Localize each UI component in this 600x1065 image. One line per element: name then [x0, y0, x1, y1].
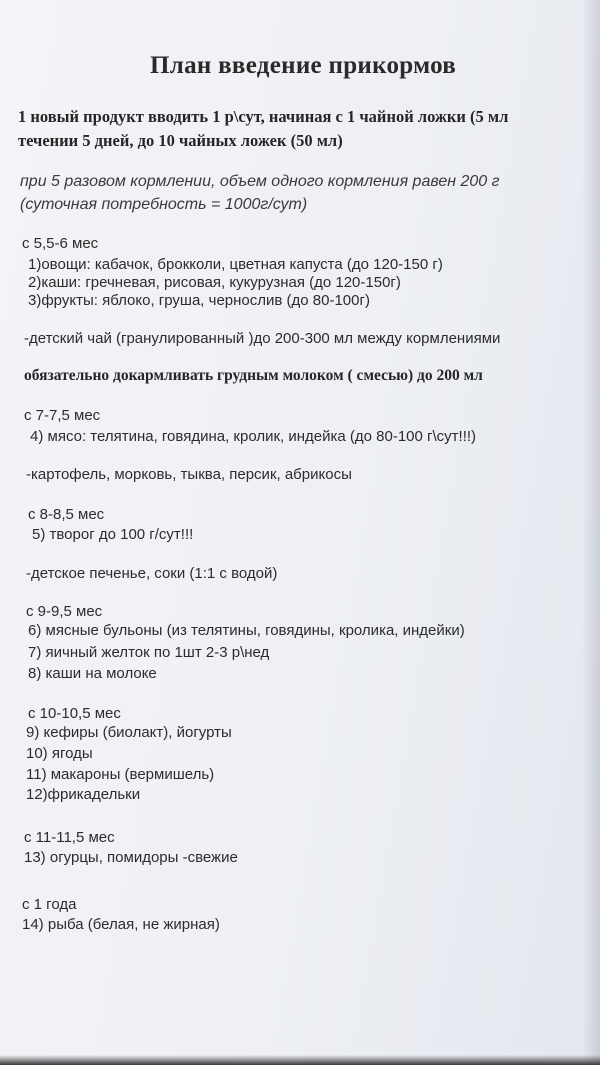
section-heading: с 11-11,5 мес: [24, 829, 115, 846]
section-heading: с 8-8,5 мес: [28, 506, 105, 523]
extra-line: -картофель, морковь, тыква, персик, абрикосы: [26, 466, 352, 483]
section-heading: с 7-7,5 мес: [24, 407, 101, 424]
list-item: 13) огурцы, помидоры -свежие: [24, 849, 238, 866]
section-heading: с 9-9,5 мес: [26, 603, 103, 620]
list-item: 8) каши на молоке: [28, 665, 157, 682]
list-item: 9) кефиры (биолакт), йогурты: [26, 724, 232, 741]
list-item: 3)фрукты: яблоко, груша, чернослив (до 80-100г): [28, 292, 370, 309]
section-heading: с 1 года: [22, 896, 77, 913]
note-line-1: при 5 разовом кормлении, объем одного кормления равен 200 г: [20, 173, 500, 190]
list-item: 7) яичный желток по 1шт 2-3 р\нед: [28, 644, 270, 661]
list-item: 14) рыба (белая, не жирная): [22, 916, 220, 933]
page-bottom-shadow: [0, 1055, 600, 1065]
list-item: 1)овощи: кабачок, брокколи, цветная капуста (до 120-150 г): [28, 256, 443, 273]
list-item: 11) макароны (вермишель): [26, 766, 215, 783]
important-note: обязательно докармливать грудным молоком ( смесью) до 200 мл: [24, 367, 483, 384]
page-edge-shadow: [582, 0, 600, 1065]
extra-line: -детский чай (гранулированный )до 200-300 мл между кормлениями: [24, 330, 501, 347]
intro-line-2: течении 5 дней, до 10 чайных ложек (50 мл): [18, 131, 343, 150]
list-item: 2)каши: гречневая, рисовая, кукурузная (до 120-150г): [28, 274, 401, 291]
page-title: План введение прикормов: [150, 52, 457, 79]
list-item: 5) творог до 100 г/сут!!!: [32, 526, 194, 543]
section-heading: с 10-10,5 мес: [28, 705, 121, 722]
section-heading: с 5,5-6 мес: [22, 235, 99, 252]
extra-line: -детское печенье, соки (1:1 с водой): [26, 565, 278, 582]
list-item: 12)фрикадельки: [26, 786, 141, 803]
list-item: 4) мясо: телятина, говядина, кролик, индейка (до 80-100 г\сут!!!): [30, 428, 477, 445]
list-item: 6) мясные бульоны (из телятины, говядины, кролика, индейки): [28, 622, 465, 639]
note-line-2: (суточная потребность = 1000г/сут): [20, 196, 308, 213]
intro-line-1: 1 новый продукт вводить 1 р\сут, начиная с 1 чайной ложки (5 мл: [18, 107, 509, 126]
list-item: 10) ягоды: [26, 745, 93, 762]
